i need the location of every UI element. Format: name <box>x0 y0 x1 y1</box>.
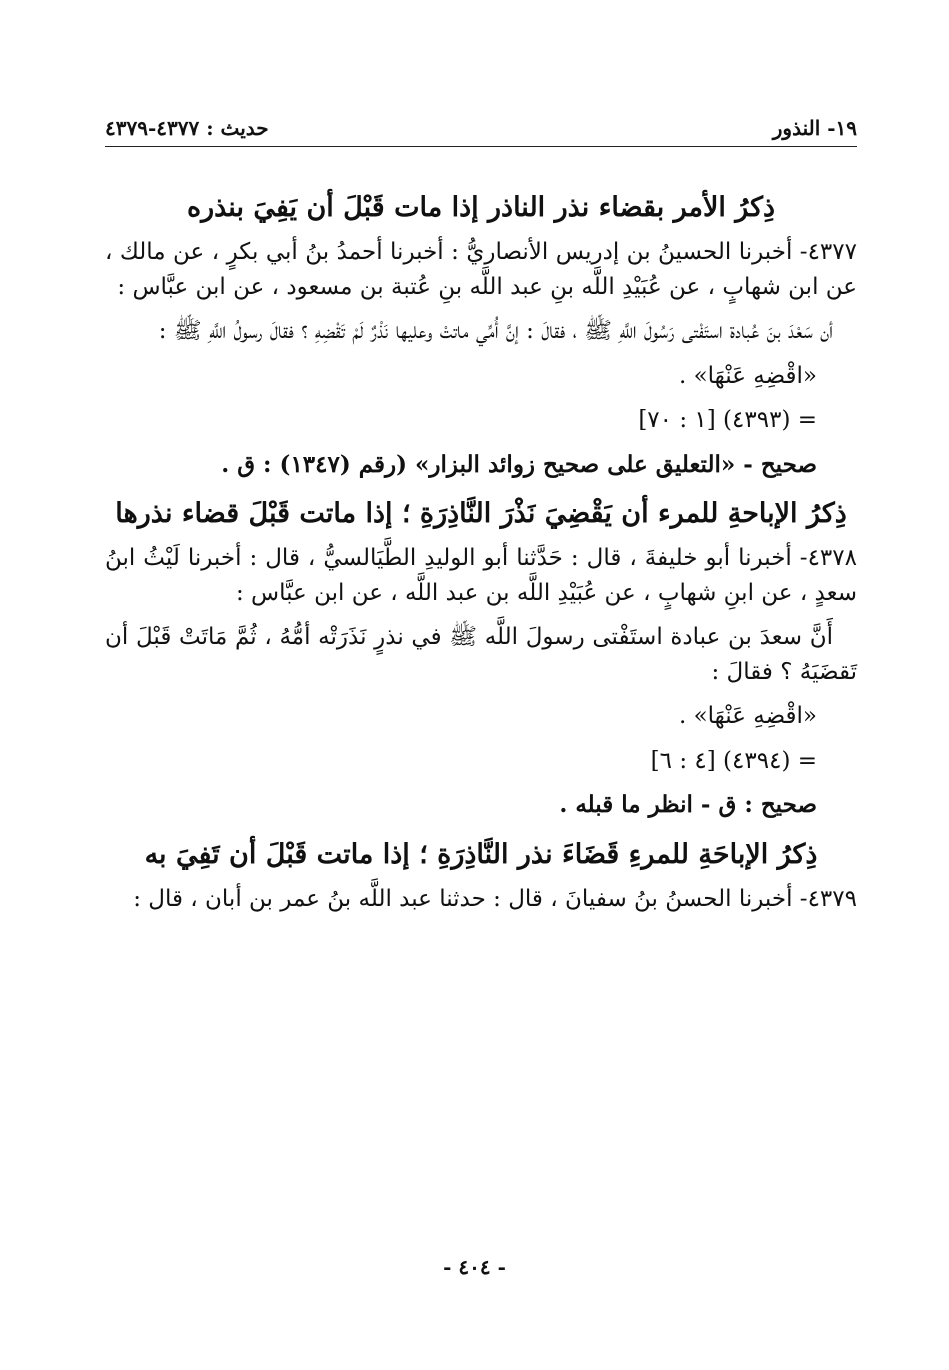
prophet-saying: «اقْضِهِ عَنْهَا» . <box>678 362 817 389</box>
hadith-range: حديث : ٤٣٧٧-٤٣٧٩ <box>105 116 269 140</box>
section-4377 <box>105 186 857 482</box>
cross-reference: = (٤٣٩٤) [٤ : ٦] <box>650 747 817 774</box>
isnad-chain: ٤٣٧٩- أخبرنا الحسنُ بنُ سفيانَ ، قال : حدثنا عبد اللَّه بنُ عمر بن أبان ، قال : <box>133 886 857 913</box>
page-number: - ٤٠٤ - <box>443 1255 506 1279</box>
hadith-text: أن سَعْدَ بنَ عُبادة استَفْتى رَسُولَ اللَّهِ ﷺ ، فقالَ : إنَّ أُمِّي ماتتْ وعليها نَذْرٌ لَمْ تَقْضِهِ ؟ فقالَ رسولُ اللَّهِ ﷺ : <box>158 318 833 345</box>
section-heading: ذِكرُ الإباحةِ للمرء أن يَقْضِيَ نَذْرَ النَّاذِرَةِ ؛ إذا ماتت قَبْلَ قضاء نذرها <box>115 498 847 530</box>
hadith-text: أَنَّ سعدَ بن عبادة استَفْتى رسولَ اللَّه ﷺ في نذرٍ نَذَرَتْه أمُّهُ ، ثُمَّ مَاتَتْ قَبْلَ أن تَقضَيَهُ ؟ فقالَ : <box>105 624 857 685</box>
isnad-chain: ٤٣٧٨- أخبرنا أبو خليفةَ ، قال : حَدَّثنا أبو الوليدِ الطَّيَالسيُّ ، قال : أخبرنا لَيْثُ ابنُ سعدٍ ، عن ابنِ شهابٍ ، عن عُبَيْدِ اللَّه بن عبد اللَّه ، عن ابن عبَّاس : <box>105 545 857 606</box>
grading-verdict: صحيح - «التعليق على صحيح زوائد البزار» (رقم (١٣٤٧) : ق . <box>221 450 817 478</box>
cross-reference: = (٤٣٩٣) [١ : ٧٠] <box>638 407 817 434</box>
grading-verdict: صحيح : ق - انظر ما قبله . <box>559 791 817 819</box>
page-header <box>105 110 857 147</box>
page-body <box>105 182 857 927</box>
isnad-chain: ٤٣٧٧- أخبرنا الحسينُ بن إدريس الأنصاريُّ : أخبرنا أحمدُ بنُ أبي بكرٍ ، عن مالك ، عن ابن شهابٍ ، عن عُبَيْدِ اللَّه بنِ عبد اللَّه بنِ عُتبة بن مسعود ، عن ابن عبَّاس : <box>105 239 857 300</box>
section-heading: ذِكرُ الإباحَةِ للمرءِ قَضَاءَ نذر النَّاذِرَةِ ؛ إذا ماتت قَبْلَ أن تَفِيَ به <box>144 838 818 870</box>
section-heading: ذِكرُ الأمر بقضاء نذر الناذر إذا مات قَبْلَ أن يَفِيَ بنذره <box>186 192 776 223</box>
section-4379 <box>105 833 857 917</box>
prophet-saying: «اقْضِهِ عَنْهَا» . <box>678 703 817 730</box>
section-4378 <box>105 492 857 823</box>
chapter-title: ١٩- النذور <box>772 116 857 140</box>
